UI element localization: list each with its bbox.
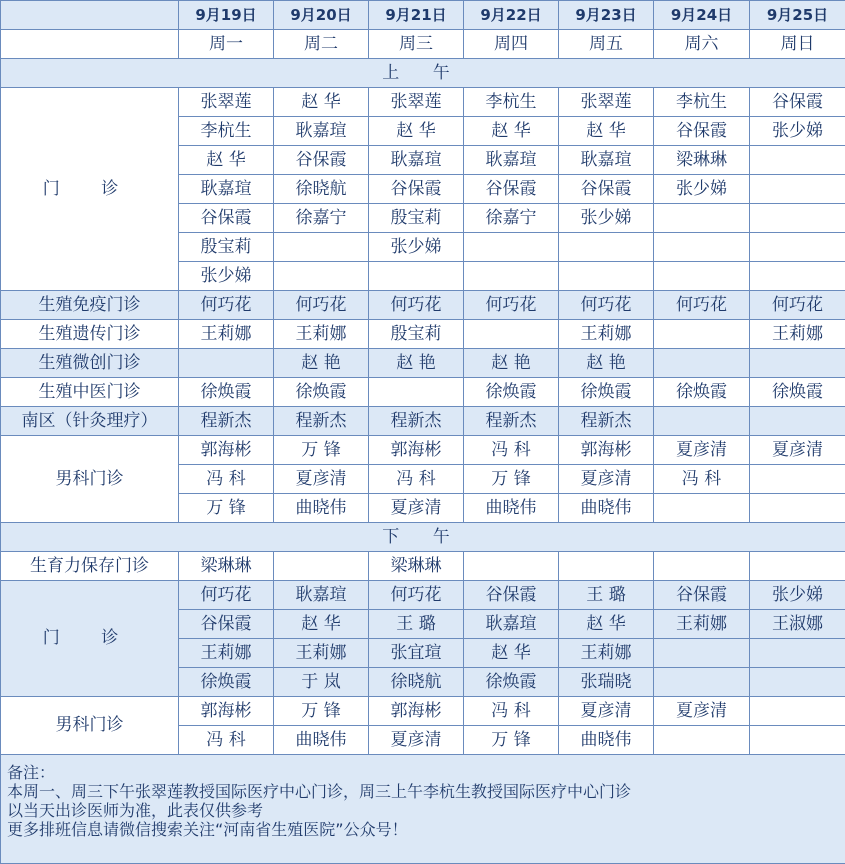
notes-cell bbox=[1, 755, 845, 864]
doctor-cell: 耿嘉瑄 bbox=[559, 146, 654, 175]
doctor-cell: 谷保霞 bbox=[750, 88, 845, 117]
doctor-cell: 谷保霞 bbox=[559, 175, 654, 204]
doctor-cell bbox=[750, 697, 845, 726]
header-corner bbox=[1, 30, 179, 59]
doctor-cell: 何巧花 bbox=[179, 581, 274, 610]
doctor-cell: 谷保霞 bbox=[654, 581, 750, 610]
doctor-cell: 赵 华 bbox=[559, 610, 654, 639]
doctor-cell: 耿嘉瑄 bbox=[369, 146, 464, 175]
doctor-cell: 赵 艳 bbox=[369, 349, 464, 378]
doctor-cell bbox=[654, 233, 750, 262]
department-name: 男科门诊 bbox=[1, 697, 179, 755]
note-line: 更多排班信息请微信搜索关注“河南省生殖医院”公众号！ bbox=[7, 820, 845, 839]
doctor-cell: 赵 艳 bbox=[274, 349, 369, 378]
doctor-cell: 殷宝莉 bbox=[369, 320, 464, 349]
doctor-cell bbox=[750, 146, 845, 175]
doctor-cell: 赵 艳 bbox=[464, 349, 559, 378]
doctor-cell: 夏彦清 bbox=[654, 436, 750, 465]
doctor-cell: 曲晓伟 bbox=[274, 494, 369, 523]
doctor-cell: 谷保霞 bbox=[654, 117, 750, 146]
doctor-cell: 冯 科 bbox=[369, 465, 464, 494]
doctor-cell: 谷保霞 bbox=[179, 610, 274, 639]
doctor-cell: 赵 华 bbox=[274, 610, 369, 639]
doctor-cell bbox=[750, 233, 845, 262]
doctor-cell: 赵 华 bbox=[369, 117, 464, 146]
doctor-cell bbox=[464, 262, 559, 291]
date-header-row bbox=[1, 1, 845, 30]
doctor-cell bbox=[750, 349, 845, 378]
doctor-cell: 耿嘉瑄 bbox=[464, 146, 559, 175]
doctor-cell: 耿嘉瑄 bbox=[274, 581, 369, 610]
doctor-cell bbox=[654, 349, 750, 378]
doctor-cell: 万 锋 bbox=[274, 697, 369, 726]
doctor-cell: 何巧花 bbox=[654, 291, 750, 320]
doctor-cell: 赵 华 bbox=[179, 146, 274, 175]
doctor-cell: 徐嘉宁 bbox=[274, 204, 369, 233]
schedule-row bbox=[1, 552, 845, 581]
doctor-cell: 王 璐 bbox=[559, 581, 654, 610]
doctor-cell: 徐焕霞 bbox=[464, 378, 559, 407]
doctor-cell: 曲晓伟 bbox=[464, 494, 559, 523]
doctor-cell bbox=[654, 262, 750, 291]
schedule-row bbox=[1, 581, 845, 610]
doctor-cell: 徐焕霞 bbox=[654, 378, 750, 407]
doctor-cell: 谷保霞 bbox=[274, 146, 369, 175]
weekday-cell: 周四 bbox=[464, 30, 559, 59]
note-line: 本周一、周三下午张翠莲教授国际医疗中心门诊，周三上午李杭生教授国际医疗中心门诊 bbox=[7, 782, 845, 801]
schedule-body bbox=[1, 1, 845, 864]
doctor-cell bbox=[369, 262, 464, 291]
doctor-cell: 徐焕霞 bbox=[559, 378, 654, 407]
department-name: 生殖遗传门诊 bbox=[1, 320, 179, 349]
department-name: 生育力保存门诊 bbox=[1, 552, 179, 581]
doctor-cell bbox=[750, 465, 845, 494]
doctor-cell: 耿嘉瑄 bbox=[179, 175, 274, 204]
doctor-cell bbox=[750, 639, 845, 668]
doctor-cell: 王莉娜 bbox=[559, 320, 654, 349]
doctor-cell: 万 锋 bbox=[464, 726, 559, 755]
schedule-row bbox=[1, 436, 845, 465]
department-name: 生殖免疫门诊 bbox=[1, 291, 179, 320]
doctor-cell: 曲晓伟 bbox=[559, 494, 654, 523]
doctor-cell: 谷保霞 bbox=[464, 581, 559, 610]
schedule-row bbox=[1, 378, 845, 407]
doctor-cell: 张翠莲 bbox=[179, 88, 274, 117]
doctor-cell: 何巧花 bbox=[274, 291, 369, 320]
doctor-cell: 徐焕霞 bbox=[464, 668, 559, 697]
doctor-cell bbox=[750, 175, 845, 204]
doctor-cell: 何巧花 bbox=[559, 291, 654, 320]
doctor-cell: 张翠莲 bbox=[559, 88, 654, 117]
date-cell: 9月19日 bbox=[179, 1, 274, 30]
doctor-cell bbox=[750, 204, 845, 233]
doctor-cell bbox=[654, 320, 750, 349]
doctor-cell: 张少娣 bbox=[559, 204, 654, 233]
doctor-cell: 王莉娜 bbox=[750, 320, 845, 349]
doctor-cell: 赵 华 bbox=[559, 117, 654, 146]
doctor-cell: 谷保霞 bbox=[369, 175, 464, 204]
doctor-cell: 夏彦清 bbox=[369, 494, 464, 523]
doctor-cell: 梁琳琳 bbox=[369, 552, 464, 581]
doctor-cell: 王莉娜 bbox=[274, 320, 369, 349]
doctor-cell: 张少娣 bbox=[654, 175, 750, 204]
header-corner bbox=[1, 1, 179, 30]
pm-section-row bbox=[1, 523, 845, 552]
doctor-cell: 程新杰 bbox=[179, 407, 274, 436]
doctor-cell: 张宜瑄 bbox=[369, 639, 464, 668]
doctor-cell bbox=[750, 668, 845, 697]
doctor-cell: 王淑娜 bbox=[750, 610, 845, 639]
schedule-row bbox=[1, 697, 845, 726]
doctor-cell bbox=[464, 552, 559, 581]
doctor-cell: 张瑞晓 bbox=[559, 668, 654, 697]
doctor-cell bbox=[750, 494, 845, 523]
doctor-cell: 何巧花 bbox=[179, 291, 274, 320]
doctor-cell bbox=[179, 349, 274, 378]
weekday-cell: 周一 bbox=[179, 30, 274, 59]
department-name: 南区（针灸理疗） bbox=[1, 407, 179, 436]
doctor-cell: 赵 艳 bbox=[559, 349, 654, 378]
doctor-cell bbox=[750, 726, 845, 755]
weekday-cell: 周六 bbox=[654, 30, 750, 59]
doctor-cell: 谷保霞 bbox=[464, 175, 559, 204]
doctor-cell: 殷宝莉 bbox=[179, 233, 274, 262]
doctor-cell: 徐晓航 bbox=[369, 668, 464, 697]
doctor-cell bbox=[654, 494, 750, 523]
doctor-cell bbox=[464, 233, 559, 262]
doctor-cell bbox=[654, 204, 750, 233]
doctor-cell bbox=[654, 552, 750, 581]
doctor-cell: 谷保霞 bbox=[179, 204, 274, 233]
doctor-cell: 何巧花 bbox=[750, 291, 845, 320]
date-cell: 9月22日 bbox=[464, 1, 559, 30]
doctor-cell: 王 璐 bbox=[369, 610, 464, 639]
weekday-cell: 周三 bbox=[369, 30, 464, 59]
doctor-cell: 赵 华 bbox=[464, 639, 559, 668]
doctor-cell: 梁琳琳 bbox=[654, 146, 750, 175]
department-name: 生殖微创门诊 bbox=[1, 349, 179, 378]
doctor-cell bbox=[750, 407, 845, 436]
doctor-cell: 郭海彬 bbox=[369, 436, 464, 465]
weekday-cell: 周二 bbox=[274, 30, 369, 59]
schedule-row bbox=[1, 88, 845, 117]
doctor-cell: 夏彦清 bbox=[750, 436, 845, 465]
doctor-cell: 郭海彬 bbox=[559, 436, 654, 465]
weekday-header-row bbox=[1, 30, 845, 59]
doctor-cell: 程新杰 bbox=[274, 407, 369, 436]
doctor-cell: 程新杰 bbox=[464, 407, 559, 436]
doctor-cell: 张少娣 bbox=[750, 581, 845, 610]
doctor-cell: 万 锋 bbox=[274, 436, 369, 465]
doctor-cell: 夏彦清 bbox=[369, 726, 464, 755]
date-cell: 9月20日 bbox=[274, 1, 369, 30]
doctor-cell: 冯 科 bbox=[179, 465, 274, 494]
doctor-cell bbox=[274, 552, 369, 581]
doctor-cell: 冯 科 bbox=[464, 436, 559, 465]
doctor-cell: 王莉娜 bbox=[654, 610, 750, 639]
doctor-cell: 王莉娜 bbox=[179, 639, 274, 668]
doctor-cell bbox=[464, 320, 559, 349]
doctor-cell: 李杭生 bbox=[179, 117, 274, 146]
doctor-cell: 冯 科 bbox=[179, 726, 274, 755]
doctor-cell: 程新杰 bbox=[369, 407, 464, 436]
doctor-cell: 曲晓伟 bbox=[274, 726, 369, 755]
department-name: 门 诊 bbox=[1, 581, 179, 697]
doctor-cell bbox=[559, 262, 654, 291]
doctor-cell: 张翠莲 bbox=[369, 88, 464, 117]
doctor-cell: 梁琳琳 bbox=[179, 552, 274, 581]
doctor-cell: 徐晓航 bbox=[274, 175, 369, 204]
doctor-cell: 何巧花 bbox=[464, 291, 559, 320]
doctor-cell: 冯 科 bbox=[464, 697, 559, 726]
doctor-cell: 李杭生 bbox=[464, 88, 559, 117]
doctor-cell: 张少娣 bbox=[750, 117, 845, 146]
am-section-label: 上 午 bbox=[1, 59, 845, 88]
schedule-row bbox=[1, 291, 845, 320]
doctor-cell: 耿嘉瑄 bbox=[274, 117, 369, 146]
notes-row bbox=[1, 755, 845, 864]
doctor-cell bbox=[274, 262, 369, 291]
doctor-cell bbox=[654, 668, 750, 697]
doctor-cell bbox=[750, 552, 845, 581]
weekday-cell: 周五 bbox=[559, 30, 654, 59]
date-cell: 9月21日 bbox=[369, 1, 464, 30]
doctor-cell bbox=[654, 407, 750, 436]
doctor-cell bbox=[559, 552, 654, 581]
doctor-cell: 冯 科 bbox=[654, 465, 750, 494]
doctor-cell: 万 锋 bbox=[464, 465, 559, 494]
doctor-cell bbox=[750, 262, 845, 291]
doctor-cell: 曲晓伟 bbox=[559, 726, 654, 755]
doctor-cell: 徐焕霞 bbox=[274, 378, 369, 407]
doctor-cell bbox=[369, 378, 464, 407]
schedule-row bbox=[1, 407, 845, 436]
note-line: 以当天出诊医师为准，此表仅供参考 bbox=[7, 801, 845, 820]
doctor-cell bbox=[654, 639, 750, 668]
date-cell: 9月25日 bbox=[750, 1, 845, 30]
doctor-cell: 王莉娜 bbox=[559, 639, 654, 668]
doctor-cell: 徐嘉宁 bbox=[464, 204, 559, 233]
pm-section-label: 下 午 bbox=[1, 523, 845, 552]
doctor-cell: 张少娣 bbox=[179, 262, 274, 291]
doctor-cell: 郭海彬 bbox=[179, 436, 274, 465]
department-name: 生殖中医门诊 bbox=[1, 378, 179, 407]
department-name: 门 诊 bbox=[1, 88, 179, 291]
doctor-cell: 郭海彬 bbox=[369, 697, 464, 726]
doctor-cell bbox=[559, 233, 654, 262]
doctor-cell: 赵 华 bbox=[274, 88, 369, 117]
doctor-cell: 夏彦清 bbox=[559, 697, 654, 726]
date-cell: 9月24日 bbox=[654, 1, 750, 30]
doctor-cell: 王莉娜 bbox=[274, 639, 369, 668]
doctor-cell: 郭海彬 bbox=[179, 697, 274, 726]
doctor-cell: 耿嘉瑄 bbox=[464, 610, 559, 639]
schedule-row bbox=[1, 349, 845, 378]
doctor-cell: 程新杰 bbox=[559, 407, 654, 436]
doctor-cell: 徐焕霞 bbox=[179, 378, 274, 407]
doctor-cell: 王莉娜 bbox=[179, 320, 274, 349]
doctor-cell: 张少娣 bbox=[369, 233, 464, 262]
doctor-cell: 徐焕霞 bbox=[179, 668, 274, 697]
doctor-cell: 于 岚 bbox=[274, 668, 369, 697]
doctor-cell bbox=[274, 233, 369, 262]
notes-heading: 备注： bbox=[7, 763, 845, 782]
doctor-cell: 何巧花 bbox=[369, 581, 464, 610]
doctor-cell: 徐焕霞 bbox=[750, 378, 845, 407]
doctor-cell: 殷宝莉 bbox=[369, 204, 464, 233]
doctor-cell: 夏彦清 bbox=[274, 465, 369, 494]
doctor-cell: 何巧花 bbox=[369, 291, 464, 320]
doctor-cell: 李杭生 bbox=[654, 88, 750, 117]
doctor-cell bbox=[654, 726, 750, 755]
doctor-cell: 夏彦清 bbox=[654, 697, 750, 726]
department-name: 男科门诊 bbox=[1, 436, 179, 523]
date-cell: 9月23日 bbox=[559, 1, 654, 30]
weekday-cell: 周日 bbox=[750, 30, 845, 59]
schedule-row bbox=[1, 320, 845, 349]
doctor-cell: 夏彦清 bbox=[559, 465, 654, 494]
doctor-cell: 万 锋 bbox=[179, 494, 274, 523]
doctor-cell: 赵 华 bbox=[464, 117, 559, 146]
am-section-row bbox=[1, 59, 845, 88]
